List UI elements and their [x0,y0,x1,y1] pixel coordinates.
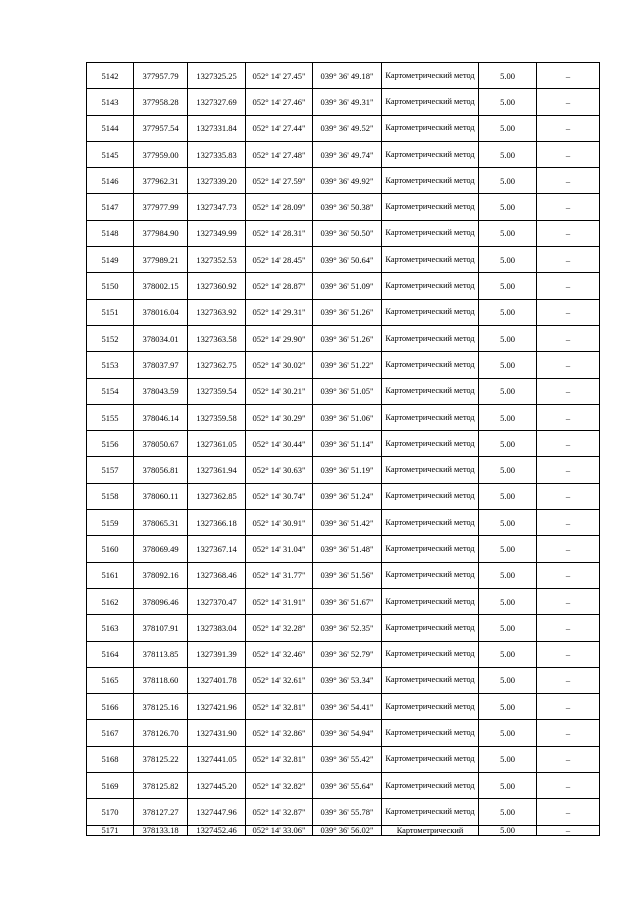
note-cell: – [537,720,600,746]
accuracy-cell: 5.00 [479,115,537,141]
y-coordinate-cell: 1327370.47 [188,588,246,614]
x-coordinate-cell: 378118.60 [134,667,188,693]
x-coordinate-cell: 377959.00 [134,141,188,167]
note-cell: – [537,63,600,89]
longitude-cell: 039° 36' 51.26" [313,325,382,351]
accuracy-cell: 5.00 [479,273,537,299]
point-number-cell: 5157 [87,457,134,483]
longitude-cell: 039° 36' 51.26" [313,299,382,325]
accuracy-cell: 5.00 [479,667,537,693]
note-cell: – [537,352,600,378]
accuracy-cell: 5.00 [479,431,537,457]
table-row [87,141,600,167]
x-coordinate-cell: 377957.79 [134,63,188,89]
y-coordinate-cell: 1327361.94 [188,457,246,483]
latitude-cell: 052° 14' 30.91" [246,510,313,536]
y-coordinate-cell: 1327349.99 [188,220,246,246]
accuracy-cell: 5.00 [479,194,537,220]
latitude-cell: 052° 14' 32.87" [246,799,313,825]
point-number-cell: 5168 [87,746,134,772]
longitude-cell: 039° 36' 51.56" [313,562,382,588]
x-coordinate-cell: 378125.22 [134,746,188,772]
longitude-cell: 039° 36' 55.42" [313,746,382,772]
y-coordinate-cell: 1327327.69 [188,89,246,115]
y-coordinate-cell: 1327368.46 [188,562,246,588]
longitude-cell: 039° 36' 51.14" [313,431,382,457]
y-coordinate-cell: 1327431.90 [188,720,246,746]
latitude-cell: 052° 14' 27.59" [246,168,313,194]
note-cell: – [537,694,600,720]
x-coordinate-cell: 378043.59 [134,378,188,404]
accuracy-cell: 5.00 [479,720,537,746]
table-row [87,746,600,772]
x-coordinate-cell: 378037.97 [134,352,188,378]
x-coordinate-cell: 378060.11 [134,483,188,509]
table-row [87,247,600,273]
coordinates-table-body [87,63,600,836]
x-coordinate-cell: 378065.31 [134,510,188,536]
latitude-cell: 052° 14' 30.44" [246,431,313,457]
longitude-cell: 039° 36' 51.24" [313,483,382,509]
point-number-cell: 5159 [87,510,134,536]
method-cell: Картометрический метод [382,273,479,299]
method-cell: Картометрический метод [382,746,479,772]
method-cell: Картометрический метод [382,773,479,799]
longitude-cell: 039° 36' 54.94" [313,720,382,746]
point-number-cell: 5167 [87,720,134,746]
point-number-cell: 5166 [87,694,134,720]
point-number-cell: 5153 [87,352,134,378]
y-coordinate-cell: 1327362.85 [188,483,246,509]
latitude-cell: 052° 14' 32.46" [246,641,313,667]
y-coordinate-cell: 1327325.25 [188,63,246,89]
y-coordinate-cell: 1327445.20 [188,773,246,799]
y-coordinate-cell: 1327363.92 [188,299,246,325]
latitude-cell: 052° 14' 27.48" [246,141,313,167]
method-cell: Картометрический метод [382,247,479,273]
point-number-cell: 5148 [87,220,134,246]
method-cell: Картометрический метод [382,483,479,509]
point-number-cell: 5171 [87,825,134,835]
note-cell: – [537,168,600,194]
method-cell: Картометрический метод [382,562,479,588]
table-row [87,378,600,404]
y-coordinate-cell: 1327360.92 [188,273,246,299]
method-cell: Картометрический метод [382,720,479,746]
point-number-cell: 5149 [87,247,134,273]
y-coordinate-cell: 1327447.96 [188,799,246,825]
y-coordinate-cell: 1327421.96 [188,694,246,720]
longitude-cell: 039° 36' 50.50" [313,220,382,246]
method-cell: Картометрический метод [382,299,479,325]
note-cell: – [537,115,600,141]
table-row [87,89,600,115]
note-cell: – [537,746,600,772]
longitude-cell: 039° 36' 55.64" [313,773,382,799]
table-row [87,457,600,483]
y-coordinate-cell: 1327331.84 [188,115,246,141]
accuracy-cell: 5.00 [479,825,537,835]
point-number-cell: 5169 [87,773,134,799]
x-coordinate-cell: 377989.21 [134,247,188,273]
longitude-cell: 039° 36' 52.79" [313,641,382,667]
point-number-cell: 5158 [87,483,134,509]
latitude-cell: 052° 14' 29.90" [246,325,313,351]
latitude-cell: 052° 14' 27.44" [246,115,313,141]
latitude-cell: 052° 14' 32.28" [246,615,313,641]
table-row [87,641,600,667]
note-cell: – [537,825,600,835]
note-cell: – [537,536,600,562]
y-coordinate-cell: 1327383.04 [188,615,246,641]
x-coordinate-cell: 377977.99 [134,194,188,220]
method-cell: Картометрический метод [382,89,479,115]
y-coordinate-cell: 1327335.83 [188,141,246,167]
point-number-cell: 5163 [87,615,134,641]
table-row [87,483,600,509]
method-cell: Картометрический метод [382,588,479,614]
method-cell: Картометрический метод [382,667,479,693]
table-row [87,352,600,378]
y-coordinate-cell: 1327362.75 [188,352,246,378]
table-row [87,720,600,746]
longitude-cell: 039° 36' 51.09" [313,273,382,299]
latitude-cell: 052° 14' 32.61" [246,667,313,693]
point-number-cell: 5156 [87,431,134,457]
longitude-cell: 039° 36' 55.78" [313,799,382,825]
note-cell: – [537,247,600,273]
point-number-cell: 5155 [87,404,134,430]
x-coordinate-cell: 378125.16 [134,694,188,720]
longitude-cell: 039° 36' 49.18" [313,63,382,89]
latitude-cell: 052° 14' 27.45" [246,63,313,89]
note-cell: – [537,510,600,536]
method-cell: Картометрический метод [382,404,479,430]
note-cell: – [537,483,600,509]
accuracy-cell: 5.00 [479,352,537,378]
x-coordinate-cell: 378127.27 [134,799,188,825]
accuracy-cell: 5.00 [479,141,537,167]
accuracy-cell: 5.00 [479,483,537,509]
latitude-cell: 052° 14' 30.63" [246,457,313,483]
method-cell: Картометрический метод [382,457,479,483]
x-coordinate-cell: 378133.18 [134,825,188,835]
table-row [87,562,600,588]
coordinates-table [86,62,600,836]
point-number-cell: 5170 [87,799,134,825]
method-cell: Картометрический метод [382,510,479,536]
point-number-cell: 5143 [87,89,134,115]
method-cell: Картометрический метод [382,378,479,404]
table-row [87,194,600,220]
longitude-cell: 039° 36' 51.42" [313,510,382,536]
x-coordinate-cell: 378126.70 [134,720,188,746]
method-cell: Картометрический метод [382,194,479,220]
longitude-cell: 039° 36' 50.38" [313,194,382,220]
point-number-cell: 5152 [87,325,134,351]
table-row [87,63,600,89]
note-cell: – [537,141,600,167]
accuracy-cell: 5.00 [479,588,537,614]
x-coordinate-cell: 378113.85 [134,641,188,667]
point-number-cell: 5154 [87,378,134,404]
table-row [87,325,600,351]
y-coordinate-cell: 1327347.73 [188,194,246,220]
table-row [87,825,600,835]
point-number-cell: 5151 [87,299,134,325]
longitude-cell: 039° 36' 49.52" [313,115,382,141]
accuracy-cell: 5.00 [479,404,537,430]
table-row [87,615,600,641]
table-row [87,536,600,562]
method-cell: Картометрический метод [382,694,479,720]
longitude-cell: 039° 36' 51.05" [313,378,382,404]
y-coordinate-cell: 1327363.58 [188,325,246,351]
point-number-cell: 5162 [87,588,134,614]
method-cell: Картометрический метод [382,115,479,141]
table-row [87,168,600,194]
longitude-cell: 039° 36' 51.67" [313,588,382,614]
accuracy-cell: 5.00 [479,220,537,246]
accuracy-cell: 5.00 [479,799,537,825]
accuracy-cell: 5.00 [479,641,537,667]
method-cell: Картометрический метод [382,352,479,378]
point-number-cell: 5144 [87,115,134,141]
note-cell: – [537,220,600,246]
method-cell: Картометрический метод [382,220,479,246]
latitude-cell: 052° 14' 33.06" [246,825,313,835]
latitude-cell: 052° 14' 28.45" [246,247,313,273]
longitude-cell: 039° 36' 51.22" [313,352,382,378]
method-cell: Картометрический метод [382,63,479,89]
x-coordinate-cell: 378096.46 [134,588,188,614]
table-row [87,799,600,825]
y-coordinate-cell: 1327452.46 [188,825,246,835]
x-coordinate-cell: 377958.28 [134,89,188,115]
x-coordinate-cell: 378125.82 [134,773,188,799]
point-number-cell: 5146 [87,168,134,194]
note-cell: – [537,378,600,404]
y-coordinate-cell: 1327401.78 [188,667,246,693]
latitude-cell: 052° 14' 28.87" [246,273,313,299]
longitude-cell: 039° 36' 51.19" [313,457,382,483]
x-coordinate-cell: 378034.01 [134,325,188,351]
note-cell: – [537,457,600,483]
latitude-cell: 052° 14' 30.29" [246,404,313,430]
accuracy-cell: 5.00 [479,325,537,351]
note-cell: – [537,773,600,799]
y-coordinate-cell: 1327391.39 [188,641,246,667]
table-row [87,667,600,693]
table-row [87,588,600,614]
note-cell: – [537,799,600,825]
longitude-cell: 039° 36' 49.92" [313,168,382,194]
method-cell: Картометрический метод [382,799,479,825]
table-row [87,510,600,536]
note-cell: – [537,588,600,614]
latitude-cell: 052° 14' 27.46" [246,89,313,115]
note-cell: – [537,299,600,325]
accuracy-cell: 5.00 [479,168,537,194]
note-cell: – [537,273,600,299]
note-cell: – [537,641,600,667]
point-number-cell: 5164 [87,641,134,667]
point-number-cell: 5161 [87,562,134,588]
longitude-cell: 039° 36' 51.06" [313,404,382,430]
accuracy-cell: 5.00 [479,615,537,641]
table-row [87,773,600,799]
latitude-cell: 052° 14' 32.81" [246,694,313,720]
method-cell: Картометрический метод [382,141,479,167]
x-coordinate-cell: 378050.67 [134,431,188,457]
point-number-cell: 5147 [87,194,134,220]
longitude-cell: 039° 36' 49.74" [313,141,382,167]
coordinates-table-page [86,62,599,836]
table-row [87,115,600,141]
y-coordinate-cell: 1327366.18 [188,510,246,536]
note-cell: – [537,615,600,641]
accuracy-cell: 5.00 [479,457,537,483]
latitude-cell: 052° 14' 28.31" [246,220,313,246]
x-coordinate-cell: 378092.16 [134,562,188,588]
note-cell: – [537,667,600,693]
y-coordinate-cell: 1327359.54 [188,378,246,404]
latitude-cell: 052° 14' 32.82" [246,773,313,799]
method-cell: Картометрический метод [382,168,479,194]
point-number-cell: 5145 [87,141,134,167]
table-row [87,299,600,325]
note-cell: – [537,89,600,115]
point-number-cell: 5142 [87,63,134,89]
latitude-cell: 052° 14' 31.91" [246,588,313,614]
longitude-cell: 039° 36' 50.64" [313,247,382,273]
latitude-cell: 052° 14' 30.74" [246,483,313,509]
table-row [87,694,600,720]
note-cell: – [537,431,600,457]
table-row [87,273,600,299]
y-coordinate-cell: 1327441.05 [188,746,246,772]
accuracy-cell: 5.00 [479,773,537,799]
x-coordinate-cell: 377957.54 [134,115,188,141]
latitude-cell: 052° 14' 30.02" [246,352,313,378]
method-cell: Картометрический метод [382,431,479,457]
y-coordinate-cell: 1327352.53 [188,247,246,273]
latitude-cell: 052° 14' 32.81" [246,746,313,772]
accuracy-cell: 5.00 [479,247,537,273]
latitude-cell: 052° 14' 32.86" [246,720,313,746]
accuracy-cell: 5.00 [479,536,537,562]
method-cell: Картометрический метод [382,536,479,562]
longitude-cell: 039° 36' 56.02" [313,825,382,835]
table-row [87,220,600,246]
accuracy-cell: 5.00 [479,63,537,89]
longitude-cell: 039° 36' 49.31" [313,89,382,115]
latitude-cell: 052° 14' 30.21" [246,378,313,404]
latitude-cell: 052° 14' 29.31" [246,299,313,325]
y-coordinate-cell: 1327359.58 [188,404,246,430]
accuracy-cell: 5.00 [479,378,537,404]
x-coordinate-cell: 378046.14 [134,404,188,430]
x-coordinate-cell: 377962.31 [134,168,188,194]
accuracy-cell: 5.00 [479,89,537,115]
point-number-cell: 5160 [87,536,134,562]
note-cell: – [537,325,600,351]
method-cell: Картометрический метод [382,641,479,667]
latitude-cell: 052° 14' 31.04" [246,536,313,562]
accuracy-cell: 5.00 [479,694,537,720]
method-cell: Картометрический метод [382,325,479,351]
longitude-cell: 039° 36' 53.34" [313,667,382,693]
latitude-cell: 052° 14' 28.09" [246,194,313,220]
latitude-cell: 052° 14' 31.77" [246,562,313,588]
x-coordinate-cell: 378069.49 [134,536,188,562]
note-cell: – [537,404,600,430]
longitude-cell: 039° 36' 54.41" [313,694,382,720]
method-cell: Картометрический [382,825,479,835]
point-number-cell: 5150 [87,273,134,299]
table-row [87,431,600,457]
y-coordinate-cell: 1327339.20 [188,168,246,194]
x-coordinate-cell: 377984.90 [134,220,188,246]
longitude-cell: 039° 36' 52.35" [313,615,382,641]
table-row [87,404,600,430]
accuracy-cell: 5.00 [479,299,537,325]
note-cell: – [537,562,600,588]
x-coordinate-cell: 378056.81 [134,457,188,483]
accuracy-cell: 5.00 [479,746,537,772]
y-coordinate-cell: 1327367.14 [188,536,246,562]
note-cell: – [537,194,600,220]
method-cell: Картометрический метод [382,615,479,641]
y-coordinate-cell: 1327361.05 [188,431,246,457]
accuracy-cell: 5.00 [479,510,537,536]
accuracy-cell: 5.00 [479,562,537,588]
x-coordinate-cell: 378016.04 [134,299,188,325]
x-coordinate-cell: 378002.15 [134,273,188,299]
longitude-cell: 039° 36' 51.48" [313,536,382,562]
x-coordinate-cell: 378107.91 [134,615,188,641]
point-number-cell: 5165 [87,667,134,693]
